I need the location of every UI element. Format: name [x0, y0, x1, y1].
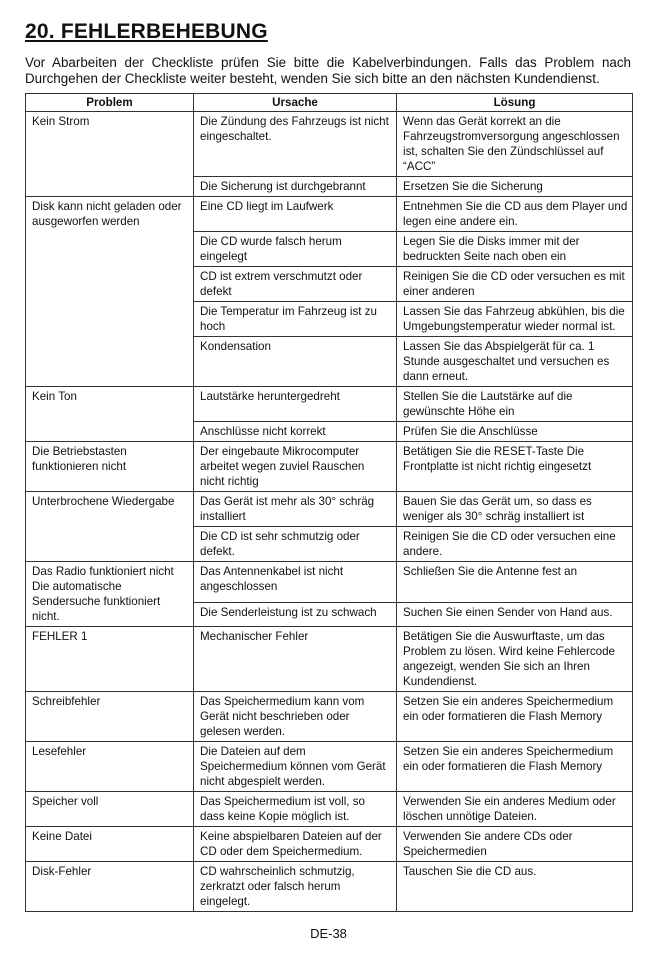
problem-cell: Schreibfehler: [26, 692, 194, 742]
table-row: [26, 827, 633, 862]
solution-cell: Wenn das Gerät korrekt an die Fahrzeugstromversorgung angeschlossen ist, schalten Sie den Zündschlüssel auf “ACC”: [397, 112, 633, 177]
solution-cell: Setzen Sie ein anderes Speichermedium ein oder formatieren die Flash Memory: [397, 692, 633, 742]
cause-cell: CD ist extrem verschmutzt oder defekt: [194, 267, 397, 302]
problem-cell: Lesefehler: [26, 742, 194, 792]
problem-cell: Die Betriebstasten funktionieren nicht: [26, 442, 194, 492]
troubleshooting-table: [25, 93, 633, 912]
cause-cell: Das Speichermedium ist voll, so dass keine Kopie möglich ist.: [194, 792, 397, 827]
problem-cell: Das Radio funktioniert nicht Die automatische Sendersuche funktioniert nicht.: [26, 562, 194, 627]
problem-cell: Unterbrochene Wiedergabe: [26, 492, 194, 562]
cause-cell: Die Dateien auf dem Speichermedium können vom Gerät nicht abgespielt werden.: [194, 742, 397, 792]
solution-cell: Tauschen Sie die CD aus.: [397, 862, 633, 912]
problem-cell: Keine Datei: [26, 827, 194, 862]
solution-cell: Reinigen Sie die CD oder versuchen eine andere.: [397, 527, 633, 562]
table-row: [26, 792, 633, 827]
solution-cell: Betätigen Sie die RESET-Taste Die Frontplatte ist nicht richtig eingesetzt: [397, 442, 633, 492]
solution-cell: Bauen Sie das Gerät um, so dass es weniger als 30° schräg installiert ist: [397, 492, 633, 527]
solution-cell: Ersetzen Sie die Sicherung: [397, 177, 633, 197]
solution-cell: Verwenden Sie andere CDs oder Speichermedien: [397, 827, 633, 862]
solution-cell: Setzen Sie ein anderes Speichermedium ein oder formatieren die Flash Memory: [397, 742, 633, 792]
solution-cell: Lassen Sie das Abspielgerät für ca. 1 Stunde ausgeschaltet und versuchen es dann erneut.: [397, 337, 633, 387]
problem-cell: FEHLER 1: [26, 627, 194, 692]
table-row: [26, 862, 633, 912]
cause-cell: Die Sicherung ist durchgebrannt: [194, 177, 397, 197]
cause-cell: Die CD wurde falsch herum eingelegt: [194, 232, 397, 267]
table-row: [26, 627, 633, 692]
cause-cell: Kondensation: [194, 337, 397, 387]
solution-cell: Prüfen Sie die Anschlüsse: [397, 422, 633, 442]
solution-cell: Verwenden Sie ein anderes Medium oder löschen unnötige Dateien.: [397, 792, 633, 827]
problem-cell: Speicher voll: [26, 792, 194, 827]
table-row: [26, 442, 633, 492]
column-header-solution: Lösung: [397, 94, 633, 112]
problem-cell: Disk kann nicht geladen oder ausgeworfen werden: [26, 197, 194, 387]
table-row: [26, 742, 633, 792]
solution-cell: Schließen Sie die Antenne fest an: [397, 562, 633, 603]
table-header-row: [26, 94, 633, 112]
intro-paragraph: Vor Abarbeiten der Checkliste prüfen Sie bitte die Kabelverbindungen. Falls das Problem nach Durchgehen der Checkliste weiter besteht, wenden Sie sich bitte an den nächsten Kundendienst.: [25, 55, 631, 86]
problem-cell: Kein Ton: [26, 387, 194, 442]
cause-cell: Das Gerät ist mehr als 30° schräg installiert: [194, 492, 397, 527]
table-row: [26, 692, 633, 742]
table-row: [26, 387, 633, 422]
cause-cell: Der eingebaute Mikrocomputer arbeitet wegen zuviel Rauschen nicht richtig: [194, 442, 397, 492]
solution-cell: Suchen Sie einen Sender von Hand aus.: [397, 603, 633, 627]
problem-cell: Disk-Fehler: [26, 862, 194, 912]
cause-cell: Mechanischer Fehler: [194, 627, 397, 692]
table-row: [26, 197, 633, 232]
table-row: [26, 562, 633, 603]
column-header-cause: Ursache: [194, 94, 397, 112]
table-row: [26, 112, 633, 177]
solution-cell: Legen Sie die Disks immer mit der bedruckten Seite nach oben ein: [397, 232, 633, 267]
solution-cell: Reinigen Sie die CD oder versuchen es mit einer anderen: [397, 267, 633, 302]
cause-cell: Das Antennenkabel ist nicht angeschlossen: [194, 562, 397, 603]
solution-cell: Stellen Sie die Lautstärke auf die gewünschte Höhe ein: [397, 387, 633, 422]
cause-cell: CD wahrscheinlich schmutzig, zerkratzt oder falsch herum eingelegt.: [194, 862, 397, 912]
cause-cell: Anschlüsse nicht korrekt: [194, 422, 397, 442]
solution-cell: Entnehmen Sie die CD aus dem Player und legen eine andere ein.: [397, 197, 633, 232]
cause-cell: Keine abspielbaren Dateien auf der CD oder dem Speichermedium.: [194, 827, 397, 862]
column-header-problem: Problem: [26, 94, 194, 112]
problem-cell: Kein Strom: [26, 112, 194, 197]
cause-cell: Die Senderleistung ist zu schwach: [194, 603, 397, 627]
page-title: 20. FEHLERBEHEBUNG: [25, 20, 268, 43]
cause-cell: Das Speichermedium kann vom Gerät nicht beschrieben oder gelesen werden.: [194, 692, 397, 742]
cause-cell: Die CD ist sehr schmutzig oder defekt.: [194, 527, 397, 562]
cause-cell: Eine CD liegt im Laufwerk: [194, 197, 397, 232]
solution-cell: Lassen Sie das Fahrzeug abkühlen, bis die Umgebungstemperatur wieder normal ist.: [397, 302, 633, 337]
solution-cell: Betätigen Sie die Auswurftaste, um das Problem zu lösen. Wird keine Fehlercode angezeigt, wenden Sie sich an Ihren Kundendienst.: [397, 627, 633, 692]
cause-cell: Die Zündung des Fahrzeugs ist nicht eingeschaltet.: [194, 112, 397, 177]
table-body: [26, 112, 633, 912]
cause-cell: Die Temperatur im Fahrzeug ist zu hoch: [194, 302, 397, 337]
cause-cell: Lautstärke heruntergedreht: [194, 387, 397, 422]
table-row: [26, 492, 633, 527]
page-number: DE-38: [310, 926, 347, 941]
